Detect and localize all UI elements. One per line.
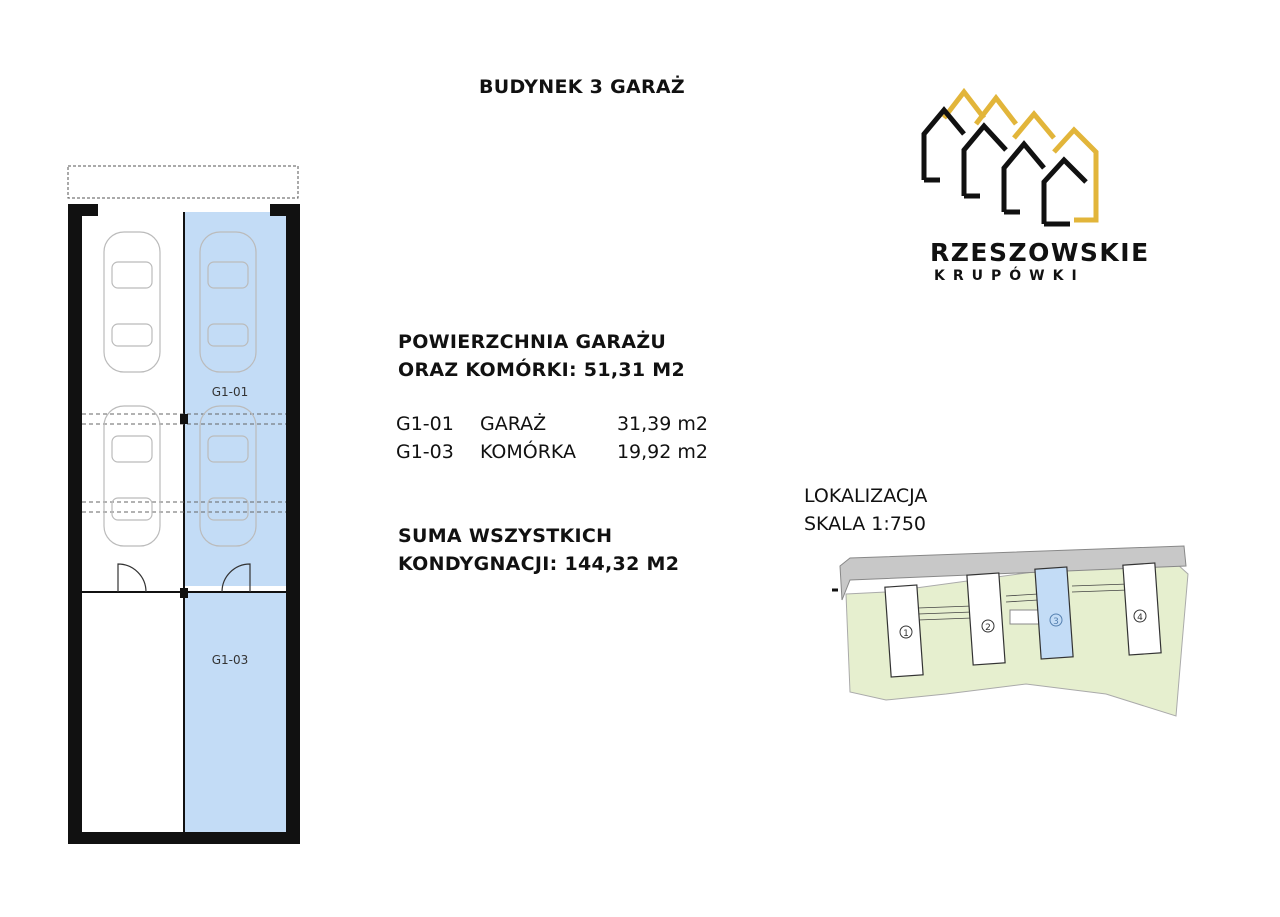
area-summary-line2: ORAZ KOMÓRKI: 51,31 M2: [398, 359, 686, 381]
car-3: [104, 406, 160, 546]
wall-top-left: [68, 204, 98, 216]
room-row: [396, 410, 708, 438]
rooms-table: [396, 410, 708, 466]
total-line1: SUMA WSZYSTKICH: [398, 525, 613, 547]
site-plan: [826, 544, 1196, 719]
building-3: [1035, 567, 1073, 659]
room-code: G1-03: [396, 441, 454, 463]
room-name: GARAŻ: [480, 413, 547, 435]
area-summary-line1: POWIERZCHNIA GARAŻU: [398, 331, 667, 353]
building-2-number: 2: [985, 623, 991, 633]
wall-top-right: [270, 204, 300, 216]
room-name: KOMÓRKA: [480, 441, 577, 463]
wall-left: [68, 204, 82, 844]
room-row: [396, 438, 708, 466]
building-1: [885, 585, 923, 677]
room-area: 31,39 m2: [616, 413, 708, 435]
total-summary: [398, 522, 679, 578]
storage-highlight: [184, 592, 286, 835]
room-area: 19,92 m2: [616, 441, 708, 463]
wall-right: [286, 204, 300, 844]
room-code: G1-01: [396, 413, 454, 435]
logo-mark: [914, 78, 1104, 228]
building-4-number: 4: [1137, 613, 1143, 623]
car-1: [104, 232, 160, 372]
location-scale: SKALA 1:750: [804, 513, 926, 535]
garage-label: G1-01: [211, 385, 249, 399]
plan-canopy-outline: [68, 166, 298, 198]
building-2: [967, 573, 1005, 665]
wall-bottom: [68, 832, 300, 844]
page-title: BUDYNEK 3 GARAŻ: [478, 76, 686, 98]
location-label: LOKALIZACJA: [804, 485, 928, 507]
total-line2: KONDYGNACJI: 144,32 M2: [398, 553, 680, 575]
storage-label: G1-03: [211, 653, 249, 667]
area-summary: [398, 328, 685, 384]
building-1-number: 1: [903, 629, 909, 639]
location-block: [804, 482, 927, 538]
garage-highlight: [184, 212, 286, 586]
floor-plan: [60, 160, 320, 850]
brand-name: RZESZOWSKIE: [930, 238, 1150, 267]
building-4: [1123, 563, 1161, 655]
door-left: [118, 564, 146, 592]
building-3-number: 3: [1053, 617, 1059, 627]
brand-subname: KRUPÓWKI: [934, 268, 1085, 284]
